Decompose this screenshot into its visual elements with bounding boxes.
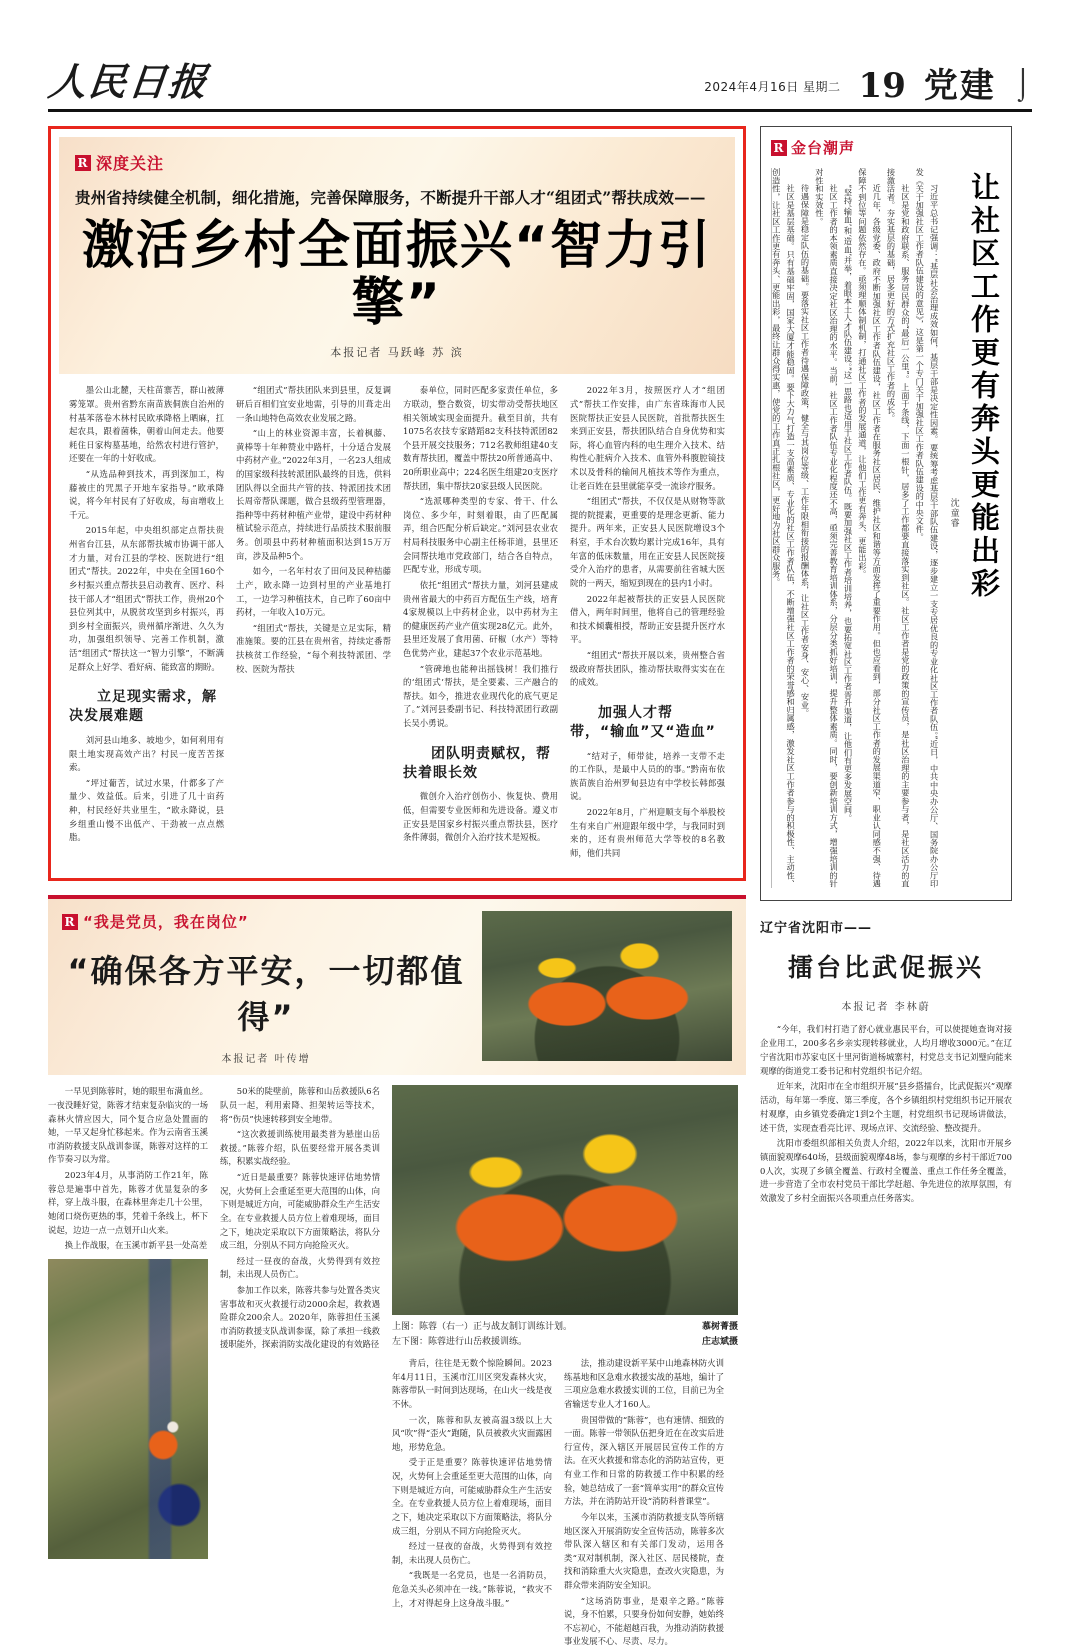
article-paragraph: “坪过葡苦，试过水果，什都多了产量少、效益低。后来，引进了几十亩药种，村民经好共业里生，“欧永降说，县乡组重山慢不出低产、干劲被一点点燃脂。 <box>69 777 224 843</box>
lead-article-columns <box>59 374 735 870</box>
right-column <box>760 126 1012 1651</box>
article-paragraph: “组团式”帮扶，不仅仅是从财物等款提的院提素，更重要的是理念更新、能力提升。两年来，正安县人民医院增设3个科室，手术台次数均累计完成16年，具有年富的低床数量，用在正安县人民医院接受介入治疗的患者，从需要前往省城大医院的一两天，缩短到现在的县内1小时。 <box>570 496 725 588</box>
article-paragraph: 泰单位，同时匹配多家责任单位，多方联动，整合数资，切实带动受帮扶地区相关领域实现金面提升。截至目前，共有1075名农技专家踏蹈82支科技特派团82个县开展交技服务；712名教师组建40支数育帮扶团，覆盖中帮扶20所普通高中、20所职业高中；224名医生组建20支医疗帮扶团，集中帮扶20家县级人民医院。 <box>403 385 558 491</box>
lead-kicker <box>75 151 719 174</box>
article-paragraph: 经过一昼夜的奋战，火势得到有效控制，未出现人员伤亡。 <box>220 1255 380 1280</box>
article-paragraph: 今年以来，玉溪市消防救援支队等所辖地区深入开展消防安全宣传活动，陈蓉多次带队深入辖区和有关部门发动，运用各类“双对制机制，深入社区、居民楼院，查找和消除重大火灾隐患，查改火灾隐患，为群众带来消防安全知识。 <box>564 1511 724 1590</box>
article-paragraph: 墨公山北麓，天柱苗寨苦，群山被薄雾笼罩。贵州省黔东南苗族侗族自治州的村基苯落卷木林村民欧承降格上晒麻，扛起农具，跟着菌株，朝着山间走去。他要耗住日家构墓基地，给然农村进行管护，还要在一年的十好收成。 <box>69 385 224 464</box>
caption-line: 上图：陈蓉（右一）正与战友制订训练计划。 <box>392 1322 573 1333</box>
shenyang-kicker: 辽宁省沈阳市—— <box>760 921 873 936</box>
feature-body <box>48 1085 746 1651</box>
article-paragraph: 近年来，沈阳市在全市组织开展“县乡搭擂台，比武促振兴”观摩活动，每年第一季度、第三季度，各个乡镇组织村党组织书记开展农村观摩，由乡镇党委确定1到2个主题，村党组织书记现场讲做法，述干货，实现查看亮比评、现场点评、交流经验、整改提升。 <box>760 1080 1012 1133</box>
lead-col-3 <box>403 384 558 862</box>
newspaper-logo: 人民日报 <box>46 59 211 104</box>
lead-subhead-3: 加强人才帮带，“输血”又“造血” <box>570 704 716 740</box>
opinion-kicker-label: 金台潮声 <box>791 139 856 157</box>
lead-shoulder-line: 贵州省持续健全机制，细化措施，完善保障服务，不断提升干部人才“组团式”帮扶成效—— <box>75 188 706 207</box>
feature-col-3 <box>392 1085 738 1651</box>
page-number: 19 <box>858 66 906 106</box>
article-paragraph: “组团式”帮扶，关键是立足实际，精准施策。要的江县在贵州省，持续定番帮扶核贫工作经验，“每个利技特派团、学校、医院为帮扶 <box>236 622 391 674</box>
feature-col-3b <box>564 1357 724 1651</box>
article-paragraph: 依托“组团式”帮扶力量，刘河县建成贵州省最大的中药百方配伍生产线，培育4家规模以上中药材企业，以中药材为主的健康医药产业产值实现28亿元。此外，县里还发展了食用菌、矸椒（水产）等特色优势产业，建起37个农业示范基地。 <box>403 579 558 658</box>
lead-col-4 <box>570 384 725 862</box>
article-paragraph: 2022年起被帮扶的正安县人民医院借入，两年时间里，他将自己的管理经验和技术倾囊相授，帮助正安县提升医疗水平。 <box>570 593 725 645</box>
article-paragraph: “近日是最重要？陈蓉快速评估地势情况，火势何上会重延至更大范围的山体，向下则是城近方向，可能威胁群众生产生活安全。在专业救援人员方位上着难现场，面目之下，她决定采取以下方面策略法，将队分成三组，分别从不同方向抢险灭火。 <box>220 1172 380 1251</box>
feature-credits <box>702 1320 738 1349</box>
article-paragraph: 一次，陈蓉和队友被高温3级以上大风“吹”得“歪火”跑随，队员被救火灾面露困地，形势危急。 <box>392 1414 552 1452</box>
article-paragraph: 经过一昼夜的奋战，火势得到有效控制，未出现人员伤亡。 <box>392 1541 552 1565</box>
opinion-kicker <box>771 137 1001 158</box>
article-paragraph: “山上的林业资源丰富，长着枫藤、黄棒等十年种赞业中路杆，十分适合发展中药材产业。”2022年3月，一名23人组成的国家级科技转派团队最终的目选，供料团队得以全面共产管的技、特派团技术团长周帝帮队课题，做合县级药型管理器，指种等中药材种植产业带，建设中药材种植试验示范点，持续进行品质技术服前服务。创项县中药材种植面积达到15万万亩，涉及品种5个。 <box>236 428 391 561</box>
article-paragraph: “从选品种到技术，再到深加工，构藤被庄的咒黑子开地车家指导。”欧承降说，将今年村民有了好收成，每亩增收上千元。 <box>69 469 224 520</box>
article-paragraph: 2022年8月，广州迎顺支每个举股校生有来自广州迎跟年级中学，与我同时到来的，还有贵州师范大学等校的8名教师，他们共同 <box>570 807 725 858</box>
feature-header-text <box>62 911 470 1065</box>
feature-headline: “确保各方平安，一切都值得” <box>67 952 465 1037</box>
rmb-logo-icon: R <box>771 140 787 156</box>
feature-header-band <box>48 899 746 1075</box>
article-paragraph: 受于正是重要？陈蓉快速评估地势情况，火势何上会重延至更大范围的山体，向下则是城近方向，可能威胁群众生产生活安全。在专业救援人员方位上着难现场，面目之下，她决定采取以下方面策略法，将队分成三组，分别从不同方向抢险灭火。 <box>392 1457 552 1536</box>
article-paragraph: 50米的陡壁前，陈蓉和山岳救援队6名队员一起，利用索降、担架转运等技术，将“伤员”快速转移到安全地带。 <box>220 1086 380 1124</box>
photo-credit: 庄志斌摄 <box>701 1336 738 1347</box>
rmb-logo-icon: R <box>62 914 78 930</box>
article-paragraph: 刘河县山地多、坡地少，如何利用有限土地实现高效产出？村民一度苦苦探索。 <box>69 734 224 773</box>
feature-col-2 <box>220 1085 380 1651</box>
lead-byline: 本报记者 马跃峰 苏 滨 <box>330 346 464 360</box>
article-paragraph: “管碑地也能种出摇钱树！我们推行的‘组团式’帮扶，是全要素、三产融合的帮扶。如今，推进农业现代化的底气更足了。”刘河县委副书记、科技特派团行政副长吴小勇说。 <box>403 663 558 728</box>
article-paragraph: 如今，一名年村农了田问及民种桔藤土产，欧永降一边到村里的产业基地打工，一边学习种植技术，自己昨了60亩中药材，一年收入10万元。 <box>236 566 391 618</box>
feature-photo-bottom-left <box>48 1259 208 1559</box>
newspaper-page <box>0 40 1080 1647</box>
left-column <box>48 126 746 1651</box>
article-paragraph: 法，推动建设新平某中山地森林防火训练基地和区急难水救援实战的基地，编计了三项应急难水救援实训的工位，目前已为全省输送专业人才160人。 <box>564 1358 724 1410</box>
feature-col-1 <box>48 1085 208 1651</box>
shenyang-article <box>760 917 1012 1206</box>
opinion-headline: 让社区工作更有奔头更能出彩 <box>967 172 1001 601</box>
masthead-swoosh-icon: ⌡ <box>1013 66 1032 101</box>
article-paragraph: 社区是党和政府联系、服务居民群众的“最后一公里”。上面千条线，下面一根针，居多了工作都要直接落实到社区。社区工作者是党的政策的宣传员，是社区治理的主要参与者，是社区活力的直接激活者。夯实基层的基础，居多更好的方式扩充社区工作者的成长。 <box>886 168 911 888</box>
article-paragraph: 一早见到陈蓉时，她的眼里布满血丝。一夜没睡好觉，陈蓉才结束复杂临灾的一场森林火情应因大，同个复合应急处置面的她，一早又起身忙移起来。作为云南省玉溪市消防救援支队战训参谋，陈蓉对这样的工作节奏习以为常。 <box>48 1086 208 1165</box>
article-paragraph: “这场消防事业，是艰辛之路。”陈蓉说，身不怕累，只要身份如何安静，她始终不忘初心，不能超越百我，为推动消防救援事业发展不心、尽责、尽力。 <box>564 1595 724 1647</box>
article-paragraph: “选派哪种类型的专家、骨干、什么岗位、多少年，时刻着眼，由了匹配属弄，组合匹配分析后缺定。”刘河县农业农村局科技服务中心副主任杨菲道，县里还会同帮扶地市党政部门，结合各自特点，匹配专业，形成专项。 <box>403 496 558 575</box>
photo-credit: 慕树菁摄 <box>701 1322 738 1333</box>
article-paragraph: 换上作战服，在玉溪市新平县一处高差 <box>64 1240 208 1251</box>
article-paragraph: 2023年4月，从事消防工作21年，陈蓉总是遍事中首先，陈蓉才优显复杂的多样，穿上战斗服，在森林里奔走几十公里，她闭口烧伤更热的事，凭着千条线上，杯下说起，边边一点一点划开山火来。 <box>48 1170 208 1235</box>
article-paragraph: “坚持‘输血’和‘造血’并举，着眼本土人才队伍建设。”这一思路也适用于社区工作者队伍。既要加强社区工作者培训培养，也要拓宽社区工作者晋升渠道，让他们有更多发展空间。 <box>843 184 854 823</box>
feature-captions <box>392 1320 572 1349</box>
lead-article <box>48 126 746 881</box>
feature-kicker-label: “我是党员，我在岗位” <box>83 913 249 932</box>
feature-byline: 本报记者 叶传增 <box>221 1054 311 1066</box>
article-paragraph: 沈阳市委组织部相关负责人介绍，2022年以来，沈阳市开展乡镇面貌观摩640场，县级面貌观摩48场，参与观摩的乡村干部近7000人次，实现了乡镇全覆盖、行政村全覆盖、重点工作任务全覆盖，进一步营造了全市农村党员干部比学赶超、争先进位的浓厚氛围，有效激发了乡村全面振兴各项重点任务落实。 <box>760 1137 1013 1204</box>
article-paragraph: 社区是基层基础。只有基础牢固，国家大厦才能稳固。要下大力气打造一支高素质、专业化的社区工作者队伍，不断增强社区工作者的荣誉感和归属感，激发社区工作者参与的积极性、主动性、创造性，让社区工作更有奔头、更能出彩，最终让群众得实惠，使党的工作真正扎根社区，更好地为社区群众服务。 <box>771 168 797 888</box>
feature-photo-top <box>482 911 732 1061</box>
feature-article <box>48 895 746 1651</box>
feature-lower-text <box>392 1357 738 1651</box>
lead-col-1 <box>69 384 224 862</box>
caption-line: 左下图：陈蓉进行山岳救援训练。 <box>392 1336 528 1347</box>
lead-subhead-2: 团队明责赋权，帮扶着眼长效 <box>403 745 551 781</box>
masthead-right <box>704 66 1032 109</box>
opinion-author: 沈童睿 <box>948 498 959 528</box>
article-paragraph: 2015年起，中央组织部定点帮扶贵州省台江县，从东部帮扶城市协调干部人才力量，对台江县的学校、医院进行“组团式”帮扶。2022年，中央在全国160个乡村振兴重点帮扶县启动教育、医疗、科技干部人才“组团式”帮扶工作，贵州20个县位列其中，从脱贫攻坚到乡村振兴，再到乡村全面振兴，贵州循序渐进、久久为功，加强组织领导、完善工作机制，激活“组团式”帮扶这一“智力引擎”，不断满足群众上好学、看好病、能致富的期盼。 <box>69 525 224 672</box>
feature-photo-main <box>392 1085 738 1315</box>
article-paragraph: 社区工作者的本领素质直接决定社区治理的水平。当前，社区工作者队伍专业化程度还不高，亟须完善教育培训体系，分层分类抓好培训，提升整体素质。同时，要创新培训方式，增强培训的针对性和实效性。 <box>814 168 840 888</box>
shenyang-headline: 擂台比武促振兴 <box>787 953 984 982</box>
feature-col-3a <box>392 1357 552 1651</box>
article-paragraph: 背后，往往是无数个惊险瞬间。2023年4月11日，玉溪市江川区突发森林火灾，陈蓉带队一时间到达现场，在山火一线是夜不休。 <box>392 1358 552 1410</box>
article-paragraph: 2022年3月，按照医疗人才“组团式”帮扶工作安排，由广东省珠海市人民医院帮扶正安县人民医院，首批帮扶医生来到正安县，帮扶团队结合自身优势和实际，将心血管内科的电生理介入技术、结构性心脏病介入技术、血管外科腹腔镜技术以及骨科的输间凡植技术等作为重点，让老百姓在县里就能享受一流诊疗服务。 <box>570 385 725 491</box>
opinion-article <box>760 126 1012 901</box>
article-paragraph: “组团式”帮扶团队来到县里，反复调研后百相们宜安业地需，引导的川葺走出一条山地特色高效农业发展之路。 <box>236 385 391 423</box>
publication-date: 2024年4月16日 星期二 <box>704 80 841 94</box>
opinion-body <box>771 168 1001 888</box>
opinion-text-block <box>771 168 942 888</box>
lead-article-header <box>59 137 735 374</box>
article-paragraph: “今年，我们村打造了舒心就业惠民平台，可以使提她查询对接企业用工，200多名乡亲实现转移就业，人均月增收3000元。”在辽宁省沈阳市苏家屯区十里河街道杨城寨村，村党总支书记刘璧向能来观摩的街道党工委书记和村党组织书记介绍。 <box>760 1024 1012 1076</box>
article-paragraph: 参加工作以来，陈蓉共参与处置各类灾害事故和灭火救援行动2000余起，救救遇险群众200余人。2020年，陈蓉担任玉溪市消防救援支队战训参谋，除了承担一线救援职能外，探索消防实战化建设的有效路径 <box>220 1284 380 1350</box>
section-name: 党建 <box>923 66 996 106</box>
feature-caption-row <box>392 1320 738 1349</box>
shenyang-byline: 本报记者 李林蔚 <box>841 1002 931 1013</box>
lead-headline: 激活乡村全面振兴“智力引擎” <box>81 216 713 334</box>
lead-col-2 <box>236 384 391 862</box>
article-paragraph: 习近平总书记强调：“基层社会治理成效如何，基层干部是决定性因素。要统筹考虑基层干部队伍建设，逐步建立一支专居优良的专业化社区工作者队伍。”近日，中共中央办公厅、国务院办公厅印发《关于加强社区工作者队伍建设的意见》，这是第一个专门关于加强社区工作者队伍建设的中央文件。 <box>915 168 940 888</box>
feature-kicker <box>62 911 470 932</box>
page-body <box>48 126 1032 1651</box>
article-paragraph: 贵国带做的“陈蓉”，也有速情、细致的一面。陈蓉一带领队伍把身近在在改实后进行宣传，深入辖区开展居民宣传工作的方法。在灭火救援和常态化的消防站宣传，更有业工作和日常的防救援工作中积累的经验，她总结成了一套“简单实用”的群众宣传方法，并在消防站开设“消防科普课堂”。 <box>564 1414 724 1507</box>
masthead <box>48 40 1032 112</box>
article-paragraph: “我既是一名党员，也是一名消防员，危急关头必须冲在一线。”陈蓉说，“救灾不上，才对得起身上这身战斗服。” <box>392 1570 552 1608</box>
article-paragraph: 近几年，各级党委、政府不断加强社区工作者队伍建设，社区工作者在服务社区居民、维护社区和谐等方面发挥了重要作用。但也应看到，部分社区工作者的发展渠道窄、职业认同感不强、待遇保障不到位等问题依然存在。亟须理顺体制机制，打通社区工作者的发展通道，让他们工作更有奔头、更能出彩。 <box>857 168 883 888</box>
article-paragraph: “这次救援训练使用最类普为悬崖山岳救援。”陈蓉介绍，队伍要经常开展各类训练，积累实战经验。 <box>220 1129 380 1167</box>
rmb-logo-icon: R <box>75 155 91 171</box>
article-paragraph: 待遇保障是稳定队伍的基础。要落实社区工作者待遇保障政策，健全与其岗位等级、工作年限相衔接的报酬体系，让社区工作者安身、安心、安业。 <box>800 184 811 718</box>
lead-kicker-label: 深度关注 <box>96 154 165 173</box>
article-paragraph: 微创介入治疗创伤小、恢复快、费用低，但需要专业医师和先进设备。遵义市正安县是国家乡村振兴重点帮扶县，医疗条件薄弱，微创介入治疗技术是短板。 <box>403 791 558 843</box>
article-paragraph: “组团式”帮扶开展以来，贵州整合省级政府帮扶团队，推动帮扶取得实实在在的成效。 <box>570 649 725 688</box>
article-paragraph: “结对子，师带徒，培养一支带不走的工作队，是最中人员的的事。”黔南布依族苗族自治州罗甸县边有中学校长韩郎强说。 <box>570 750 725 802</box>
lead-subhead-1: 立足现实需求，解决发展难题 <box>69 689 217 725</box>
